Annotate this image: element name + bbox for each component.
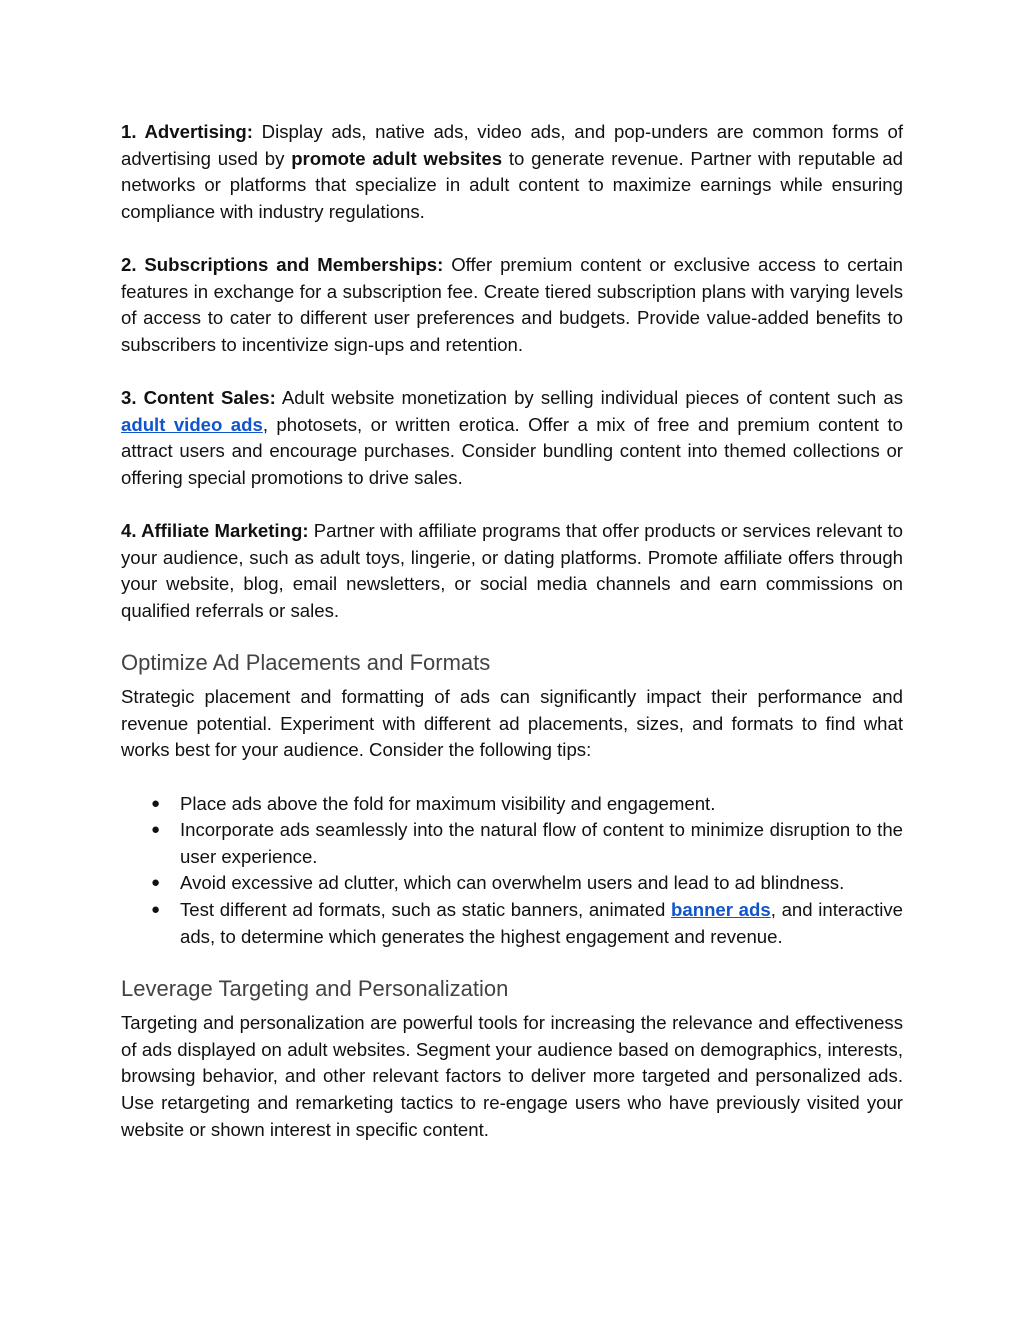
affiliate-text: Partner with affiliate programs that offer products or services relevant to your audience, such as adult toys, lingerie, or dating platforms. Promote affiliate offers through your website, blog, email newsletters, or social media channels and earn commissions on qualified referrals or sales.	[121, 519, 903, 621]
content-sales-label: 3. Content Sales:	[121, 386, 276, 408]
document-page	[121, 119, 903, 1143]
spacer	[121, 491, 903, 518]
subscriptions-text: Offer premium content or exclusive access to certain features in exchange for a subscription fee. Create tiered subscription plans with varying levels of access to cater to different user preferences and budgets. Provide value-added benefits to subscribers to incentivize sign-ups and retention.	[121, 253, 903, 355]
spacer	[121, 225, 903, 252]
list-item: ● Incorporate ads seamlessly into the natural flow of content to minimize disruption to the user experience.	[180, 817, 903, 870]
affiliate-paragraph	[121, 518, 903, 624]
subscriptions-paragraph	[121, 252, 903, 358]
tips-list	[121, 791, 903, 951]
advertising-label: 1. Advertising:	[121, 121, 253, 142]
spacer	[121, 358, 903, 385]
spacer	[121, 764, 903, 791]
list-item: ● Avoid excessive ad clutter, which can overwhelm users and lead to ad blindness.	[180, 870, 903, 897]
content-sales-paragraph	[121, 385, 903, 491]
banner-ads-link[interactable]: banner ads	[671, 899, 771, 921]
content-sales-text-2: , photosets, or written erotica. Offer a mix of free and premium content to attract users and encourage purchases. Consider bundling content into themed collections or offering special promotions to drive sales.	[121, 413, 903, 488]
advertising-text-1: Display ads, native ads, video ads, and pop-unders are common forms of advertising used by	[121, 121, 903, 169]
last-bullet-text-1: Test different ad formats, such as static banners, animated	[180, 899, 672, 921]
optimize-intro: Strategic placement and formatting of ads can significantly impact their performance and revenue potential. Experiment with different ad placements, sizes, and formats to find what works best for your audience. Consider the following tips:	[121, 686, 903, 761]
last-bullet-text-2: , and interactive ads, to determine which generates the highest engagement and revenue.	[180, 899, 904, 947]
affiliate-label: 4. Affiliate Marketing:	[121, 519, 309, 541]
advertising-paragraph	[121, 119, 903, 225]
list-item: ● Place ads above the fold for maximum visibility and engagement.	[180, 791, 903, 818]
targeting-heading: Leverage Targeting and Personalization	[121, 976, 509, 1002]
list-item	[180, 897, 903, 950]
subscriptions-label: 2. Subscriptions and Memberships:	[121, 253, 444, 275]
content-sales-text-1: Adult website monetization by selling individual pieces of content such as	[275, 386, 903, 408]
optimize-heading: Optimize Ad Placements and Formats	[121, 650, 491, 676]
advertising-bold-phrase: promote adult websites	[291, 147, 503, 169]
targeting-paragraph: Targeting and personalization are powerful tools for increasing the relevance and effectiveness of ads displayed on adult websites. Segment your audience based on demographics, interests, browsing behavior, and other relevant factors to deliver more targeted and personalized ads. Use retargeting and remarketing tactics to re-engage users who have previously visited your website or shown interest in specific content.	[121, 1012, 903, 1140]
adult-video-ads-link[interactable]: adult video ads	[121, 413, 263, 435]
advertising-text-2: to generate revenue. Partner with reputable ad networks or platforms that specialize in adult content to maximize earnings while ensuring compliance with industry regulations.	[121, 147, 903, 222]
